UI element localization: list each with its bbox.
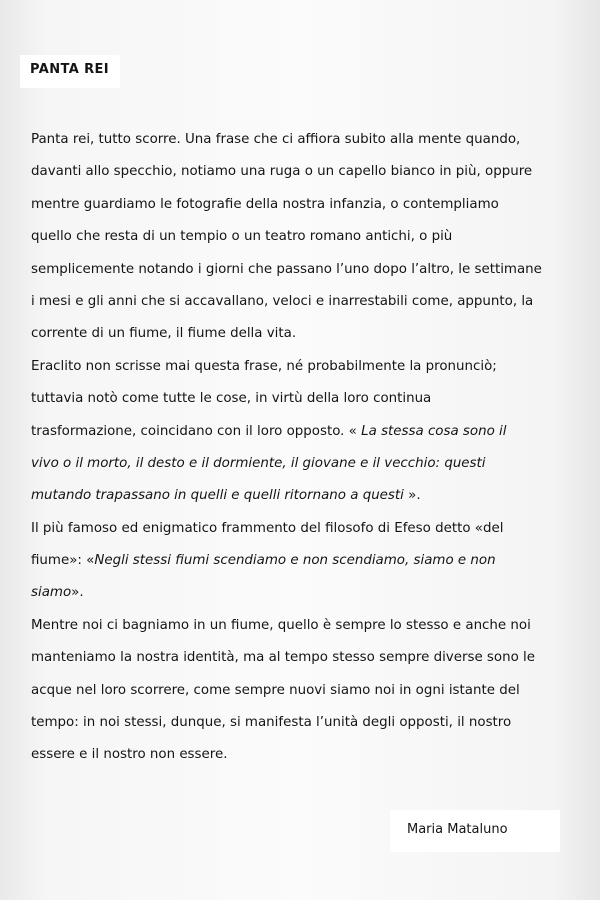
document-body [31,124,591,772]
text-segment: quello che resta di un tempio o un teatro romano antichi, o più [31,229,453,245]
text-segment: trasformazione, coincidano con il loro opposto. « [31,423,362,439]
quoted-fragment: siamo [31,585,72,601]
text-segment: acque nel loro scorrere, come sempre nuovi siamo noi in ogni istante del [31,682,520,698]
text-line [31,254,591,286]
text-segment: corrente di un fiume, il fiume della vita. [31,326,297,342]
text-line [31,642,591,674]
text-segment: Panta rei, tutto scorre. Una frase che ci affiora subito alla mente quando, [31,132,521,147]
text-line [31,610,591,642]
quoted-fragment: Negli stessi fiumi scendiamo e non scendiamo, siamo e non [94,553,496,569]
text-segment: Mentre noi ci bagniamo in un fiume, quello è sempre lo stesso e anche noi [31,617,531,633]
text-line [31,416,591,448]
text-line [31,675,591,707]
text-segment: tuttavia notò come tutte le cose, in virtù della loro continua [31,391,432,407]
text-segment: Eraclito non scrisse mai questa frase, né probabilmente la pronunciò; [31,358,497,374]
text-line [31,577,591,609]
text-line [31,156,591,188]
text-line [31,480,591,512]
text-segment: manteniamo la nostra identità, ma al tempo stesso sempre diverse sono le [31,650,535,666]
quoted-fragment: vivo o il morto, il desto e il dormiente, il giovane e il vecchio: questi [31,455,486,471]
text-segment: ». [403,488,421,504]
text-segment: davanti allo specchio, notiamo una ruga o un capello bianco in più, oppure [31,164,533,180]
text-segment: i mesi e gli anni che si accavallano, veloci e inarrestabili come, appunto, la [31,293,534,309]
text-segment: fiume»: « [31,553,95,569]
text-line [31,351,591,383]
text-line [31,318,591,350]
text-line [31,286,591,318]
text-segment: tempo: in noi stessi, dunque, si manifesta l’unità degli opposti, il nostro [31,715,512,731]
quoted-fragment: La stessa cosa sono il [361,423,507,439]
text-segment: mentre guardiamo le fotografie della nostra infanzia, o contempliamo [31,196,499,212]
quoted-fragment: mutando trapassano in quelli e quelli ritornano a questi [31,488,404,504]
text-line [31,513,591,545]
text-segment: semplicemente notando i giorni che passano l’uno dopo l’altro, le settimane [31,261,542,277]
text-line [31,383,591,415]
author-signature: Maria Mataluno [407,822,508,837]
text-segment: ». [71,585,84,601]
text-line [31,448,591,480]
document-title: PANTA REI [30,62,110,77]
text-line [31,739,591,771]
text-segment: essere e il nostro non essere. [31,747,228,763]
text-line [31,189,591,221]
text-segment: Il più famoso ed enigmatico frammento del filosofo di Efeso detto «del [31,520,504,536]
text-line [31,221,591,253]
text-line [31,545,591,577]
text-line [31,707,591,739]
text-line [31,124,591,156]
